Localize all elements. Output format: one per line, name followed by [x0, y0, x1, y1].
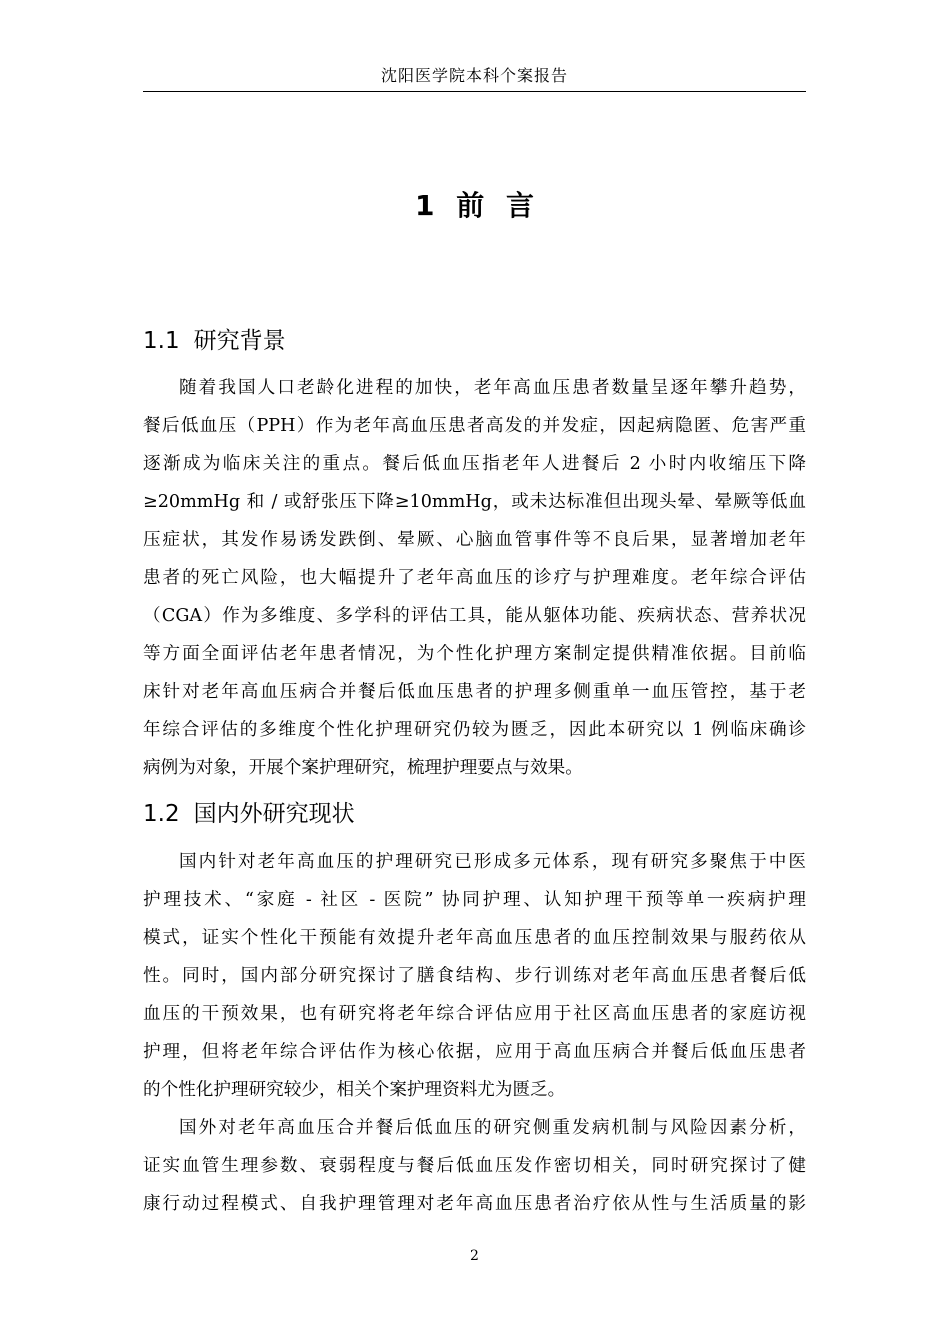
- text-line: 国内针对老年高血压的护理研究已形成多元体系，现有研究多聚焦于中医: [179, 852, 806, 872]
- text-line: 性。同时，国内部分研究探讨了膳食结构、步行训练对老年高血压患者餐后低: [143, 966, 806, 986]
- header-divider: [143, 91, 806, 92]
- page-number: 2: [470, 1248, 479, 1264]
- text-line: 餐后低血压（PPH）作为老年高血压患者高发的并发症，因起病隐匿、危害严重: [143, 416, 806, 436]
- text-line: 年综合评估的多维度个性化护理研究仍较为匮乏，因此本研究以 1 例临床确诊: [143, 720, 806, 740]
- text-line: （CGA）作为多维度、多学科的评估工具，能从躯体功能、疾病状态、营养状况: [143, 606, 806, 626]
- text-line: 康行动过程模式、自我护理管理对老年高血压患者治疗依从性与生活质量的影: [143, 1194, 806, 1214]
- chapter-title: 1 前 言: [415, 189, 534, 222]
- section-number: 1.1: [143, 328, 180, 354]
- paragraph-background: [143, 369, 806, 787]
- section-heading-1-1: [143, 325, 286, 357]
- text-line: 床针对老年高血压病合并餐后低血压患者的护理多侧重单一血压管控，基于老: [143, 682, 806, 702]
- text-line: 血压的干预效果，也有研究将老年综合评估应用于社区高血压患者的家庭访视: [143, 1004, 806, 1024]
- text-line: 患者的死亡风险，也大幅提升了老年高血压的诊疗与护理难度。老年综合评估: [143, 568, 806, 588]
- text-line: 的个性化护理研究较少，相关个案护理资料尤为匮乏。: [143, 1080, 566, 1100]
- text-line: 逐渐成为临床关注的重点。餐后低血压指老年人进餐后 2 小时内收缩压下降: [143, 454, 806, 474]
- text-line: 护理技术、“家庭 - 社区 - 医院” 协同护理、认知护理干预等单一疾病护理: [143, 890, 806, 910]
- text-line: 等方面全面评估老年患者情况，为个性化护理方案制定提供精准依据。目前临: [143, 644, 806, 664]
- section-number: 1.2: [143, 801, 180, 827]
- text-line: 护理，但将老年综合评估作为核心依据，应用于高血压病合并餐后低血压患者: [143, 1042, 806, 1062]
- section-title: 研究背景: [193, 328, 286, 354]
- text-line: 随着我国人口老龄化进程的加快，老年高血压患者数量呈逐年攀升趋势，: [179, 378, 806, 398]
- running-header: 沈阳医学院本科个案报告: [380, 66, 568, 85]
- text-line: 国外对老年高血压合并餐后低血压的研究侧重发病机制与风险因素分析，: [179, 1118, 806, 1138]
- text-line: 压症状，其发作易诱发跌倒、晕厥、心脑血管事件等不良后果，显著增加老年: [143, 530, 806, 550]
- text-line: 病例为对象，开展个案护理研究，梳理护理要点与效果。: [143, 758, 583, 778]
- text-line: 证实血管生理参数、衰弱程度与餐后低血压发作密切相关，同时研究探讨了健: [143, 1156, 806, 1176]
- section-title: 国内外研究现状: [193, 801, 355, 827]
- paragraph-international-research: [143, 1109, 806, 1223]
- text-line: ≥20mmHg 和 / 或舒张压下降≥10mmHg，或未达标准但出现头晕、晕厥等低血: [143, 492, 806, 512]
- section-heading-1-2: [143, 798, 355, 830]
- paragraph-domestic-research: [143, 843, 806, 1109]
- text-line: 模式，证实个性化干预能有效提升老年高血压患者的血压控制效果与服药依从: [143, 928, 806, 948]
